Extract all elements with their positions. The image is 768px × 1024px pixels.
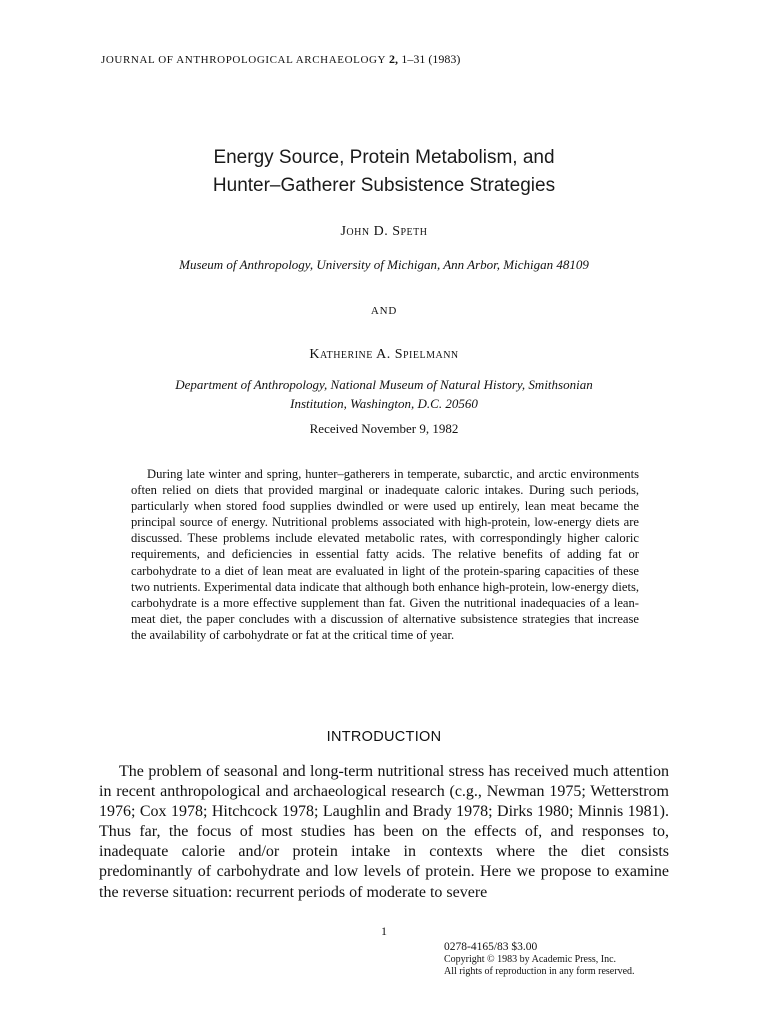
abstract: During late winter and spring, hunter–gatherers in temperate, subarctic, and arctic environments often relied on diets that provided marginal or inadequate caloric intakes. During such periods, particularly when stored food supplies dwindled or were used up entirely, lean meat became the principal source of energy. Nutritional problems associated with high-protein, low-energy diets are discussed. These problems include elevated metabolic rates, with correspondingly higher caloric requirements, and deficiencies in essential fatty acids. The relative benefits of adding fat or carbohydrate to a diet of lean meat are evaluated in light of the protein-sparing capacities of these two nutrients. Experimental data indicate that although both enhance high-protein, low-energy diets, carbohydrate is a more effective supplement than fat. Given the nutritional inadequacies of a lean-meat diet, the paper concludes with a discussion of alternative subsistence strategies that increase the availability of carbohydrate or fat at the critical time of year. bbox=[131, 467, 639, 642]
title-line-2: Hunter–Gatherer Subsistence Strategies bbox=[212, 175, 556, 196]
and-separator: AND bbox=[370, 305, 398, 317]
introduction-paragraph: The problem of seasonal and long-term nutritional stress has received much attention in recent anthropological and archaeological research (c.g., Newman 1975; Wetterstrom 1976; Cox 1978; Hitchcock 1978; Laughlin and Brady 1978; Dirks 1980; Minnis 1981). Thus far, the focus of most studies has been on the effects of, and responses to, inadequate calorie and/or protein intake in contexts where the diet consists predominantly of carbohydrate and low levels of protein. Here we propose to examine the reverse situation: recurrent periods of moderate to severe bbox=[99, 763, 669, 901]
received-date: Received November 9, 1982 bbox=[309, 421, 459, 436]
author-2: Katherine A. Spielmann bbox=[309, 347, 459, 362]
page-number: 1 bbox=[381, 924, 387, 938]
volume-number: 2, bbox=[389, 52, 399, 66]
running-header bbox=[101, 52, 460, 67]
affiliation-2-line-1: Department of Anthropology, National Museum of Natural History, Smithsonian bbox=[175, 377, 593, 392]
title-line-1: Energy Source, Protein Metabolism, and bbox=[213, 147, 555, 168]
affiliation-2 bbox=[0, 375, 768, 413]
pages-year: 1–31 (1983) bbox=[401, 52, 461, 66]
rights-line: All rights of reproduction in any form reserved. bbox=[444, 966, 635, 977]
article-title bbox=[140, 144, 628, 200]
copyright-line: Copyright © 1983 by Academic Press, Inc. bbox=[444, 953, 617, 965]
affiliation-1: Museum of Anthropology, University of Michigan, Ann Arbor, Michigan 48109 bbox=[179, 257, 589, 272]
copyright-block bbox=[444, 941, 744, 979]
journal-name: JOURNAL OF ANTHROPOLOGICAL ARCHAEOLOGY bbox=[101, 54, 386, 66]
affiliation-2-line-2: Institution, Washington, D.C. 20560 bbox=[290, 396, 478, 411]
author-1: John D. Speth bbox=[340, 224, 428, 239]
section-heading-introduction: INTRODUCTION bbox=[326, 729, 442, 745]
issn-price: 0278-4165/83 $3.00 bbox=[444, 941, 538, 953]
